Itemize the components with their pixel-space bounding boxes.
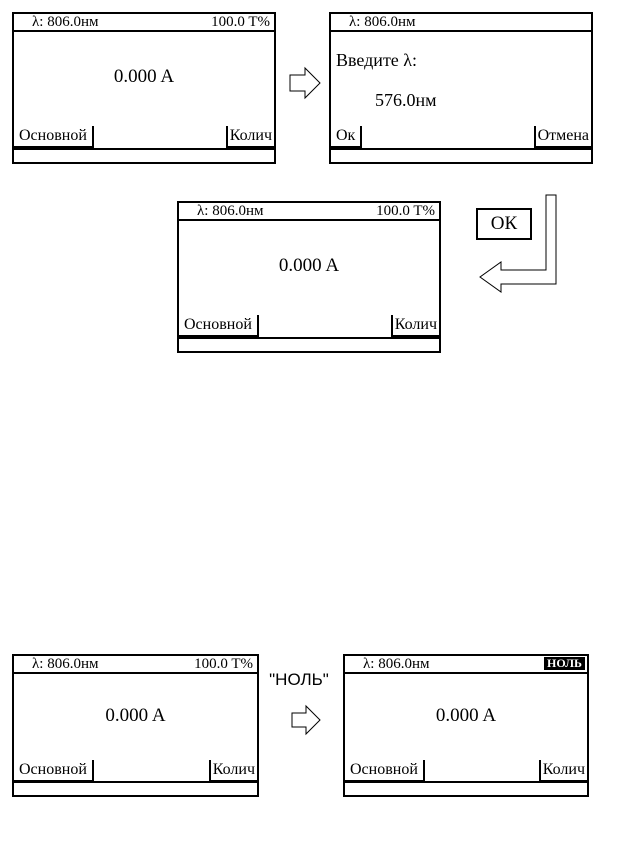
- wavelength-readout: λ: 806.0нм: [32, 14, 99, 30]
- status-bar: [345, 656, 587, 674]
- wavelength-input-field[interactable]: 576.0нм: [375, 90, 437, 110]
- zero-key-label: "НОЛЬ": [269, 670, 329, 689]
- status-bar: [14, 14, 274, 32]
- screen-main-initial: [12, 12, 276, 164]
- screen-footer: [14, 148, 274, 162]
- ok-button[interactable]: Ок: [331, 126, 362, 148]
- wavelength-readout: λ: 806.0нм: [349, 14, 416, 30]
- screen-main-updated: [177, 201, 441, 353]
- screen-footer: [331, 148, 591, 162]
- wavelength-readout: λ: 806.0нм: [363, 656, 430, 672]
- screen-footer: [345, 781, 587, 795]
- status-bar: [331, 14, 591, 32]
- status-bar: [14, 656, 257, 674]
- absorbance-reading: 0.000 A: [278, 255, 340, 276]
- screen-wavelength-input: [329, 12, 593, 164]
- transmittance-readout: 100.0 T%: [376, 203, 435, 219]
- cancel-button[interactable]: Отмена: [534, 126, 591, 148]
- quantity-mode-button[interactable]: Колич: [391, 315, 439, 337]
- main-mode-button[interactable]: Основной: [179, 315, 259, 337]
- main-mode-button[interactable]: Основной: [14, 126, 94, 148]
- main-mode-button[interactable]: Основной: [345, 760, 425, 782]
- status-bar: [179, 203, 439, 221]
- arrow-right-icon: [290, 704, 322, 736]
- screen-footer: [14, 781, 257, 795]
- absorbance-reading: 0.000 A: [105, 705, 166, 726]
- quantity-mode-button[interactable]: Колич: [209, 760, 257, 782]
- quantity-mode-button[interactable]: Колич: [226, 126, 274, 148]
- arrow-right-icon: [288, 66, 322, 100]
- wavelength-readout: λ: 806.0нм: [197, 203, 264, 219]
- transmittance-readout: 100.0 T%: [194, 656, 253, 672]
- transmittance-readout: 100.0 T%: [211, 14, 270, 30]
- wavelength-prompt: Введите λ:: [336, 50, 418, 70]
- screen-footer: [179, 337, 439, 351]
- zero-status-badge: НОЛЬ: [544, 657, 585, 670]
- wavelength-readout: λ: 806.0нм: [32, 656, 99, 672]
- main-mode-button[interactable]: Основной: [14, 760, 94, 782]
- arrow-return-icon: [476, 194, 560, 294]
- ok-key[interactable]: ОК: [476, 208, 532, 240]
- quantity-mode-button[interactable]: Колич: [539, 760, 587, 782]
- screen-main-before-zero: [12, 654, 259, 797]
- absorbance-reading: 0.000 A: [113, 66, 175, 87]
- screen-main-after-zero: [343, 654, 589, 797]
- absorbance-reading: 0.000 A: [435, 705, 497, 726]
